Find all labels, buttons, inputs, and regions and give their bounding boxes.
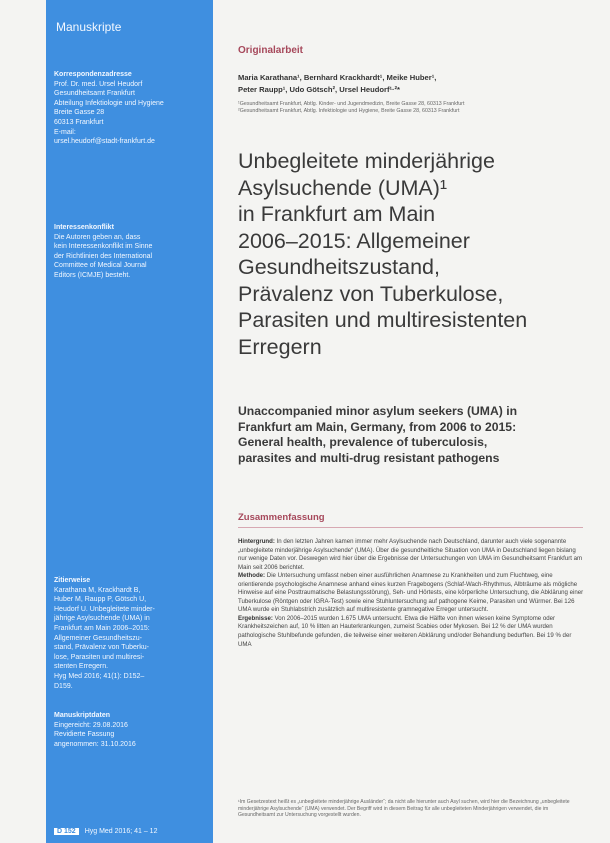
conflict-line: der Richtlinien des International bbox=[54, 252, 153, 260]
subtitle-line: Frankfurt am Main, Germany, from 2006 to 2015: bbox=[238, 419, 517, 434]
abstract-text: Von 2006–2015 wurden 1.675 UMA untersucht. Etwa die Hälfte von ihnen wiesen keine Symptome oder Krankheitszeichen auf, 10 % litten an Hauterkrankungen, zumeist Scabies oder Mykosen. Bei 12 % der UMA wurden pathologische Stuhlbefunde gefunden, die teilweise einer weiteren Abklärung und/oder Behandlung bedurften. Bei 19 % der UMA bbox=[238, 614, 572, 648]
correspondence-block bbox=[54, 70, 209, 147]
journal-ref: Hyg Med 2016; 41 – 12 bbox=[84, 828, 158, 835]
author-line: Maria Karathana¹, Bernhard Krackhardt¹, Meike Huber¹, bbox=[238, 73, 437, 82]
title-line: Unbegleitete minderjährige bbox=[238, 149, 495, 173]
abstract-label: Ergebnisse: bbox=[238, 614, 273, 622]
conflict-block bbox=[54, 223, 209, 281]
abstract-label: Hintergrund: bbox=[238, 538, 275, 545]
citation-heading: Zitierweise bbox=[54, 577, 91, 584]
subtitle-line: General health, prevalence of tuberculosis, bbox=[238, 435, 488, 449]
citation-line: D159. bbox=[54, 682, 73, 690]
citation-line: Allgemeiner Gesundheitszu- bbox=[54, 634, 142, 642]
citation-line: stenten Erregern. bbox=[54, 663, 109, 671]
article-title bbox=[238, 148, 588, 360]
divider bbox=[238, 527, 583, 528]
conflict-line: Die Autoren geben an, dass bbox=[54, 233, 141, 241]
page-number: D 152 bbox=[54, 828, 79, 835]
citation-line: lose, Parasiten und multiresi- bbox=[54, 653, 145, 661]
conflict-heading: Interessenkonflikt bbox=[54, 224, 114, 231]
page-footer bbox=[54, 828, 157, 835]
affiliation-line: ¹Gesundheitsamt Frankfurt, Abtlg. Kinder- und Jugendmedizin, Breite Gasse 28, 60313 Frankfurt bbox=[238, 101, 465, 107]
title-line: Gesundheitszustand, bbox=[238, 255, 440, 279]
conflict-line: Editors (ICMJE) besteht. bbox=[54, 271, 131, 279]
dates-line: Eingereicht: 29.08.2016 bbox=[54, 721, 128, 729]
title-line: 2006–2015: Allgemeiner bbox=[238, 228, 470, 253]
citation-line: Hyg Med 2016; 41(1): D152– bbox=[54, 672, 145, 680]
email-link[interactable]: ursel.heudorf@stadt-frankfurt.de bbox=[54, 138, 155, 146]
citation-line: Heudorf U. Unbegleitete minder- bbox=[54, 605, 155, 613]
citation-line: Frankfurt am Main 2006–2015: bbox=[54, 624, 150, 632]
subtitle-line: parasites and multi-drug resistant pathogens bbox=[238, 450, 500, 465]
abstract-heading: Zusammenfassung bbox=[238, 512, 325, 523]
abstract-label: Methode: bbox=[238, 572, 266, 580]
dates-block bbox=[54, 711, 209, 749]
affiliation-line: ²Gesundheitsamt Frankfurt, Abtlg. Infektiologie und Hygiene, Breite Gasse 28, 60313 Frankfurt bbox=[238, 108, 460, 114]
title-line: in Frankfurt am Main bbox=[238, 202, 436, 226]
citation-block bbox=[54, 576, 209, 691]
author-list bbox=[238, 72, 583, 96]
conflict-line: Committee of Medical Journal bbox=[54, 262, 147, 270]
subtitle-line: Unaccompanied minor asylum seekers (UMA) in bbox=[238, 404, 518, 418]
abstract-paragraph bbox=[238, 572, 583, 613]
conflict-line: kein Interessenkonflikt im Sinne bbox=[54, 243, 153, 251]
correspondence-line: Gesundheitsamt Frankfurt bbox=[54, 90, 135, 98]
citation-line: Karathana M, Krackhardt B, bbox=[54, 586, 141, 594]
title-line: Prävalenz von Tuberkulose, bbox=[238, 281, 504, 306]
dates-line: Revidierte Fassung bbox=[54, 731, 115, 739]
affiliations bbox=[238, 101, 583, 115]
title-line: Parasiten und multiresistenten bbox=[238, 308, 528, 332]
author-line: Peter Raupp¹, Udo Götsch², Ursel Heudorf¹·²* bbox=[238, 85, 401, 94]
correspondence-heading: Korrespondenzadresse bbox=[54, 71, 132, 78]
dates-heading: Manuskriptdaten bbox=[54, 712, 111, 719]
abstract-paragraph bbox=[238, 538, 582, 571]
citation-line: Huber M, Raupp P, Götsch U, bbox=[54, 596, 147, 604]
correspondence-line: Prof. Dr. med. Ursel Heudorf bbox=[54, 80, 143, 88]
title-line: Erregern bbox=[238, 334, 322, 359]
title-line: Asylsuchende (UMA)¹ bbox=[238, 175, 448, 200]
citation-line: stand, Prävalenz von Tuberku- bbox=[54, 644, 149, 652]
dates-line: angenommen: 31.10.2016 bbox=[54, 740, 136, 748]
article-type: Originalarbeit bbox=[238, 45, 304, 56]
sidebar bbox=[46, 0, 213, 843]
abstract-text: In den letzten Jahren kamen immer mehr Asylsuchende nach Deutschland, darunter auch viele sogenannte „unbegleitete minderjährige Asylsuchende“ (UMA). Über die gesundheitliche Situation von UMA in Deutschland liegen bislang nur wenige Daten vor. Deswegen wird hier über die Ergebnisse der Untersuchungen von UMA im Gesundheitsamt Frankfurt am Main seit 2006 berichtet. bbox=[238, 538, 583, 571]
english-title bbox=[238, 404, 588, 466]
correspondence-line: E-mail: bbox=[54, 128, 76, 136]
section-label: Manuskripte bbox=[56, 20, 122, 34]
footnote: ¹Im Gesetzestext heißt es „unbegleitete minderjährige Ausländer“; da nicht alle hierunter auch Asyl suchen, wird hier die Bezeichnung „unbegleitete minderjährige Asylsuchende“ (UMA) verwendet. Der Begriff wird in diesem Beitrag für alle unbegleiteten Minderjährigen verwendet, die im Gesundheitsamt zur Untersuchung vorgestellt wurden. bbox=[238, 799, 570, 819]
correspondence-line: Breite Gasse 28 bbox=[54, 109, 105, 117]
correspondence-line: Abteilung Infektiologie und Hygiene bbox=[54, 99, 164, 107]
citation-line: jährige Asylsuchende (UMA) in bbox=[54, 615, 150, 623]
correspondence-line: 60313 Frankfurt bbox=[54, 118, 104, 126]
abstract-body bbox=[238, 538, 586, 649]
abstract-text: Die Untersuchung umfasst neben einer ausführlichen Anamnese zu Krankheiten und zum Fluchtweg, eine orientierende psychologische Anamnese anhand eines kurzen Fragebogens (Schlaf-Wach-Rhythmus, Albträume als mögliche Hinweise auf eine Posttraumatische Belastungsstörung), Seh- und Hörtests, eine körperliche Untersuchung, die Abklärung einer Tuberkulose (Röntgen oder IGRA-Test) sowie eine Stuhluntersuchung auf pathogene Keime, Parasiten und Würmer. Bei 126 UMA wurde ein Stuhlabstrich zusätzlich auf multiresistente gramnegative Erreger untersucht. bbox=[238, 572, 584, 614]
abstract-paragraph bbox=[238, 615, 571, 648]
